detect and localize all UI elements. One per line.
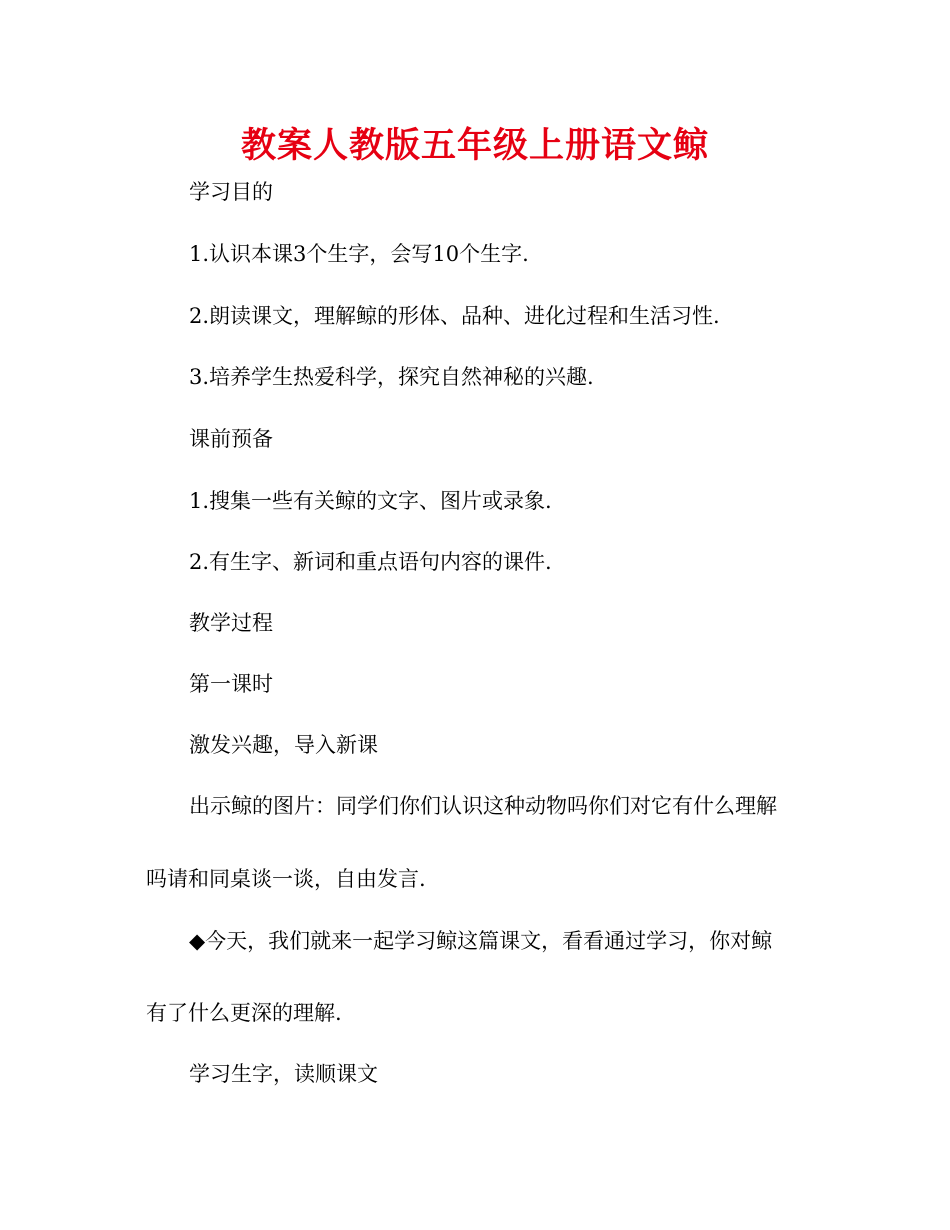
document-title: 教案人教版五年级上册语文鲸: [240, 126, 709, 166]
heading-learn-characters: 学习生字，读顺课文: [189, 1062, 378, 1086]
goal-item-3: 3.培养学生热爱科学，探究自然神秘的兴趣.: [189, 365, 594, 389]
heading-preparation: 课前预备: [189, 427, 273, 451]
goal-item-2: 2.朗读课文，理解鲸的形体、品种、进化过程和生活习性.: [189, 304, 720, 328]
heading-introduction: 激发兴趣，导入新课: [189, 733, 378, 757]
goal-item-1: 1.认识本课3个生字，会写10个生字.: [189, 242, 529, 266]
paragraph-2-line-1: ◆今天，我们就来一起学习鲸这篇课文，看看通过学习，你对鲸: [189, 929, 773, 953]
preparation-item-1: 1.搜集一些有关鲸的文字、图片或录象.: [189, 489, 552, 513]
paragraph-1-line-2: 吗请和同桌谈一谈，自由发言.: [146, 867, 426, 891]
paragraph-1-line-1: 出示鲸的图片：同学们你们认识这种动物吗你们对它有什么理解: [189, 794, 777, 818]
paragraph-2-line-2: 有了什么更深的理解.: [146, 1001, 342, 1025]
heading-first-lesson: 第一课时: [189, 672, 273, 696]
heading-teaching-process: 教学过程: [189, 611, 273, 635]
preparation-item-2: 2.有生字、新词和重点语句内容的课件.: [189, 550, 552, 574]
heading-learning-goals: 学习目的: [189, 180, 273, 204]
